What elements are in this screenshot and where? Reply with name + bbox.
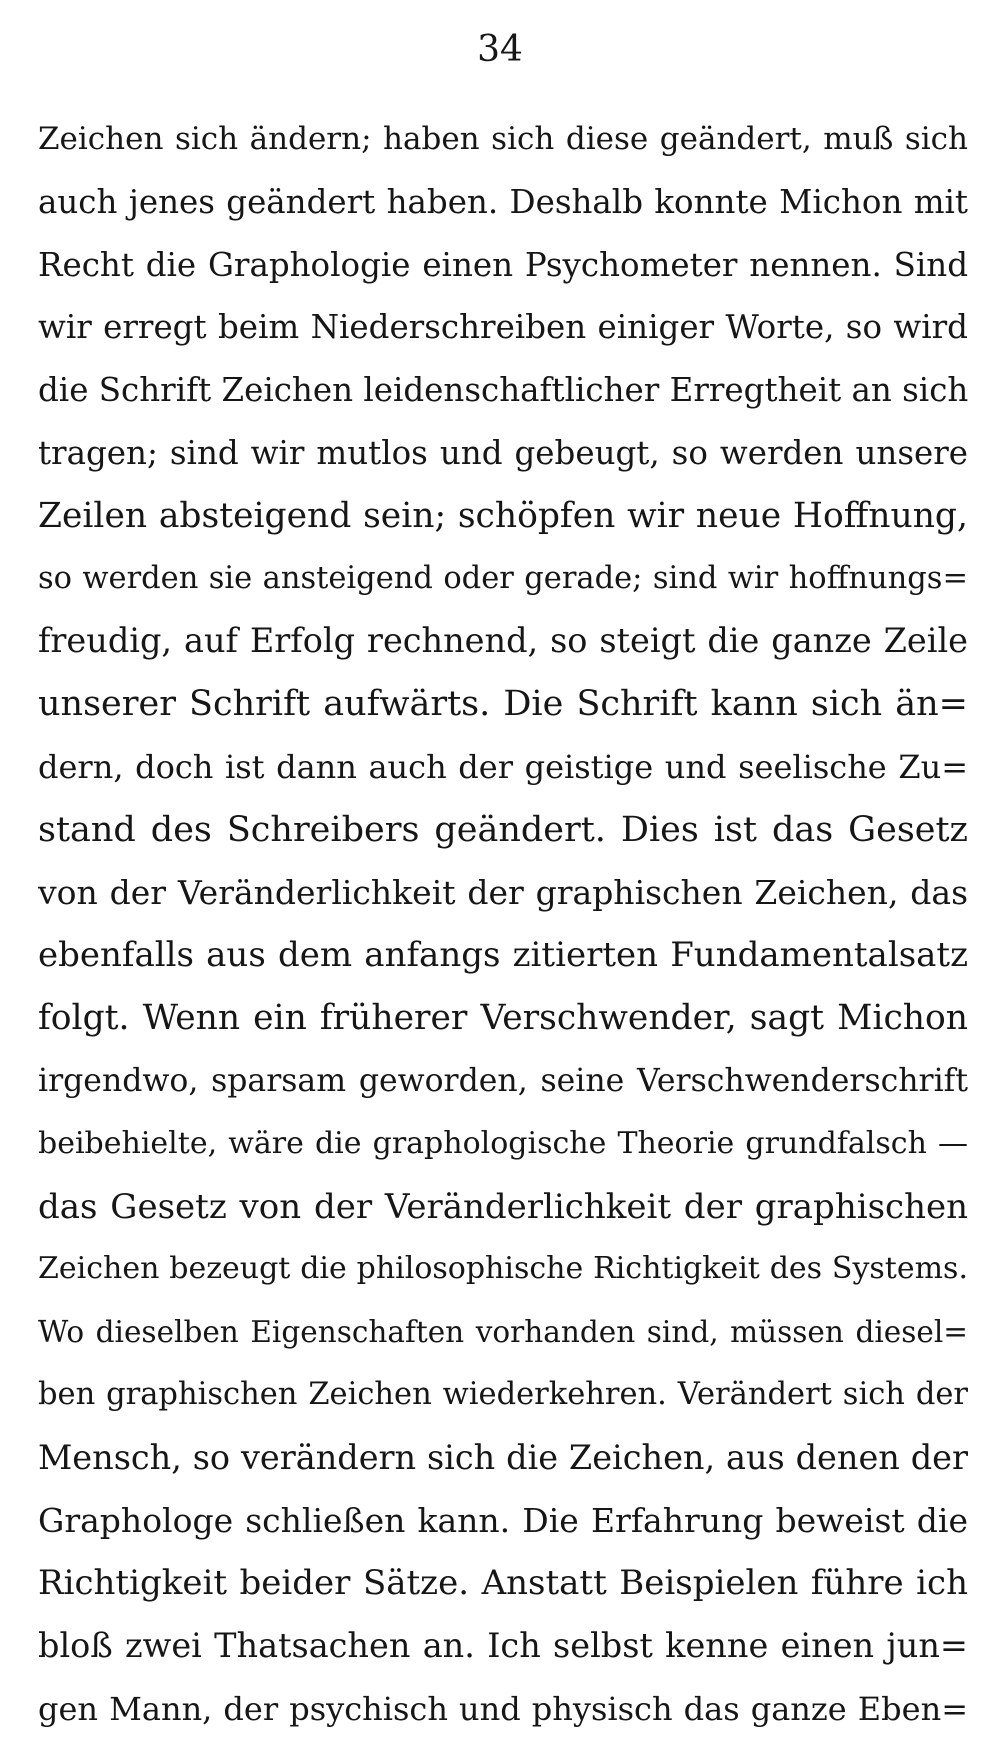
text-line: unserer Schrift aufwärts. Die Schrift kann sich än=	[38, 684, 968, 725]
text-line: stand des Schreibers geändert. Dies ist das Gesetz	[38, 809, 968, 850]
text-line: dern, doch ist dann auch der geistige und seelische Zu=	[38, 747, 968, 786]
text-line: die Schrift Zeichen leidenschaftlicher Erregtheit an sich	[38, 371, 968, 410]
text-line: so werden sie ansteigend oder gerade; sind wir hoffnungs=	[38, 560, 968, 596]
text-line: folgt. Wenn ein früherer Verschwender, sagt Michon	[38, 998, 968, 1039]
text-line: Zeichen sich ändern; haben sich diese geändert, muß sich	[38, 121, 968, 157]
text-line: tragen; sind wir mutlos und gebeugt, so werden unsere	[38, 433, 968, 472]
text-line: Richtigkeit beider Sätze. Anstatt Beispielen führe ich	[38, 1563, 968, 1604]
text-line: ebenfalls aus dem anfangs zitierten Fundamentalsatz	[38, 935, 968, 976]
text-line: Zeilen absteigend sein; schöpfen wir neue Hoffnung,	[38, 495, 968, 536]
text-line: ben graphischen Zeichen wiederkehren. Verändert sich der	[38, 1376, 968, 1412]
text-line: Recht die Graphologie einen Psychometer nennen. Sind	[38, 245, 968, 284]
text-line: auch jenes geändert haben. Deshalb konnte Michon mit	[38, 182, 968, 221]
text-line: gen Mann, der psychisch und physisch das ganze Eben=	[38, 1689, 968, 1728]
text-line: irgendwo, sparsam geworden, seine Verschwenderschrift	[38, 1062, 968, 1099]
page-number: 34	[477, 29, 523, 70]
text-line: das Gesetz von der Veränderlichkeit der graphischen	[38, 1186, 968, 1227]
text-line: Zeichen bezeugt die philosophische Richtigkeit des Systems.	[38, 1251, 968, 1287]
text-line: von der Veränderlichkeit der graphischen Zeichen, das	[38, 872, 968, 912]
text-line: Mensch, so verändern sich die Zeichen, aus denen der	[38, 1437, 968, 1477]
text-line: Graphologe schließen kann. Die Erfahrung beweist die	[38, 1500, 968, 1540]
text-line: wir erregt beim Niederschreiben einiger Worte, so wird	[38, 308, 968, 347]
body-text	[38, 108, 968, 1741]
text-line: freudig, auf Erfolg rechnend, so steigt die ganze Zeile	[38, 621, 968, 661]
text-line: bloß zwei Thatsachen an. Ich selbst kenne einen jun=	[38, 1626, 968, 1666]
text-line: beibehielte, wäre die graphologische Theorie grundfalsch —	[38, 1125, 968, 1161]
text-line: Wo dieselben Eigenschaften vorhanden sind, müssen diesel=	[38, 1315, 968, 1350]
